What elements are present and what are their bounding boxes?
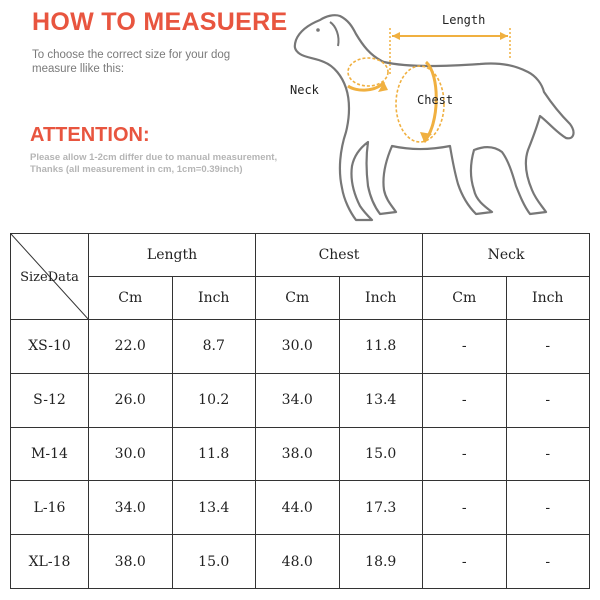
- value-cell: 30.0: [256, 320, 340, 374]
- length-arrowhead-right: [500, 32, 508, 40]
- value-cell: 44.0: [256, 481, 340, 535]
- value-cell: -: [423, 535, 507, 589]
- size-cell: S-12: [11, 373, 89, 427]
- value-cell: -: [423, 320, 507, 374]
- value-cell: -: [506, 320, 590, 374]
- intro-text: [32, 48, 292, 76]
- value-cell: -: [506, 427, 590, 481]
- value-cell: 15.0: [339, 427, 423, 481]
- size-chart-table: [10, 233, 590, 589]
- dog-measure-diagram: [280, 0, 600, 232]
- size-cell: L-16: [11, 481, 89, 535]
- unit-header: Inch: [172, 277, 256, 320]
- group-header-length: Length: [89, 234, 256, 277]
- table-row: [11, 320, 590, 374]
- unit-header: Cm: [423, 277, 507, 320]
- corner-label-data: Data: [47, 269, 79, 285]
- value-cell: 15.0: [172, 535, 256, 589]
- value-cell: 34.0: [256, 373, 340, 427]
- value-cell: 48.0: [256, 535, 340, 589]
- table-header-groups: [11, 234, 590, 277]
- size-cell: XL-18: [11, 535, 89, 589]
- unit-header: Inch: [339, 277, 423, 320]
- attention-note: [30, 152, 320, 176]
- value-cell: 13.4: [339, 373, 423, 427]
- value-cell: 11.8: [339, 320, 423, 374]
- value-cell: 11.8: [172, 427, 256, 481]
- corner-label-size: Size: [20, 269, 48, 285]
- note-line-2: Thanks (all measurement in cm, 1cm=0.39inch): [30, 164, 243, 175]
- table-header-units: [11, 277, 590, 320]
- length-arrowhead-left: [392, 32, 400, 40]
- table-row: [11, 535, 590, 589]
- value-cell: 30.0: [89, 427, 173, 481]
- note-line-1: Please allow 1-2cm differ due to manual measurement,: [30, 152, 278, 163]
- value-cell: 18.9: [339, 535, 423, 589]
- intro-line-1: To choose the correct size for your dog: [32, 49, 231, 61]
- length-label: Length: [442, 13, 486, 27]
- value-cell: -: [506, 373, 590, 427]
- value-cell: -: [506, 481, 590, 535]
- attention-heading: ATTENTION:: [30, 124, 150, 146]
- value-cell: -: [423, 427, 507, 481]
- neck-label: Neck: [290, 83, 319, 97]
- value-cell: 17.3: [339, 481, 423, 535]
- group-header-neck: Neck: [423, 234, 590, 277]
- unit-header: Inch: [506, 277, 590, 320]
- table-row: [11, 481, 590, 535]
- value-cell: -: [506, 535, 590, 589]
- measure-guide: [0, 0, 600, 230]
- value-cell: 13.4: [172, 481, 256, 535]
- value-cell: 34.0: [89, 481, 173, 535]
- value-cell: 38.0: [256, 427, 340, 481]
- unit-header: Cm: [256, 277, 340, 320]
- value-cell: 8.7: [172, 320, 256, 374]
- value-cell: 38.0: [89, 535, 173, 589]
- size-cell: XS-10: [11, 320, 89, 374]
- chest-label: Chest: [417, 93, 454, 107]
- value-cell: 26.0: [89, 373, 173, 427]
- table-row: [11, 373, 590, 427]
- value-cell: -: [423, 373, 507, 427]
- size-cell: M-14: [11, 427, 89, 481]
- table-row: [11, 427, 590, 481]
- group-header-chest: Chest: [256, 234, 423, 277]
- dog-eye: [316, 28, 320, 32]
- unit-header: Cm: [89, 277, 173, 320]
- page-title: HOW TO MEASUERE: [32, 8, 288, 36]
- value-cell: 22.0: [89, 320, 173, 374]
- value-cell: -: [423, 481, 507, 535]
- size-data-corner-cell: [11, 234, 89, 320]
- intro-line-2: measure llike this:: [32, 63, 125, 75]
- value-cell: 10.2: [172, 373, 256, 427]
